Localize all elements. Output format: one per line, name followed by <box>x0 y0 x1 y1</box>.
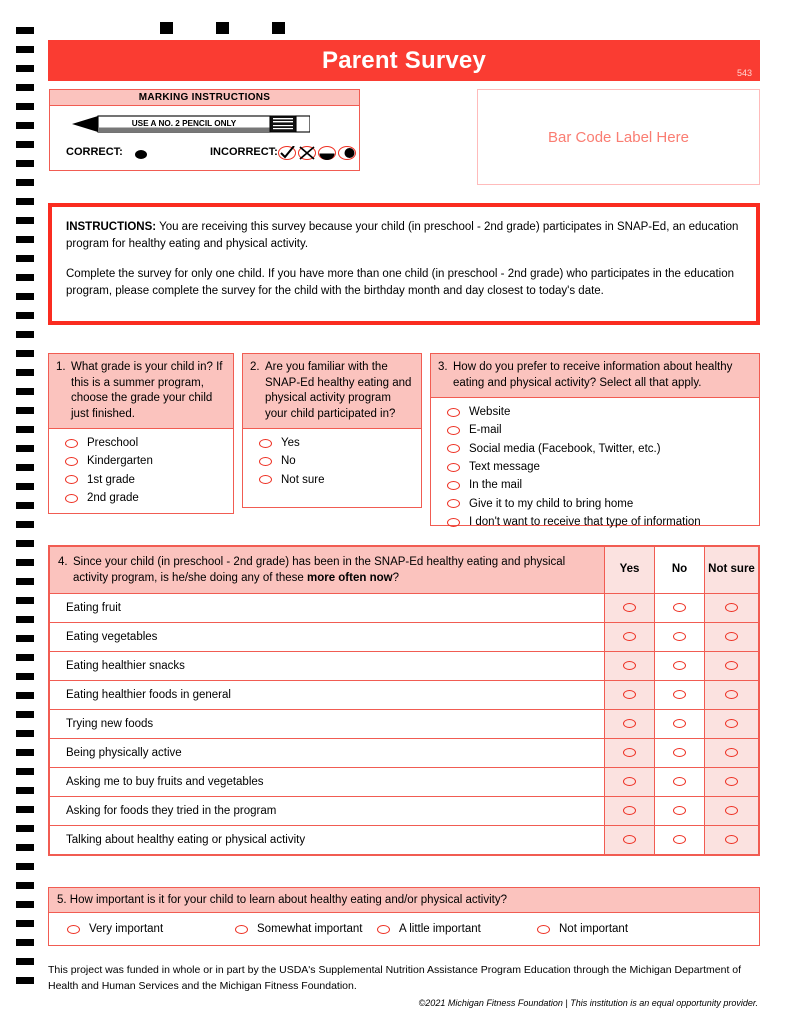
radio-oval-icon[interactable] <box>623 603 636 612</box>
timing-mark <box>16 863 34 870</box>
table-row-label: Eating healthier foods in general <box>50 681 605 710</box>
radio-oval-icon[interactable] <box>447 426 460 435</box>
timing-mark <box>16 502 34 509</box>
radio-oval-icon[interactable] <box>623 632 636 641</box>
barcode-placeholder-text: Bar Code Label Here <box>548 128 689 146</box>
answer-cell-no[interactable] <box>655 797 705 826</box>
timing-mark <box>16 293 34 300</box>
q3-option-no-information[interactable] <box>431 513 759 531</box>
answer-cell-no[interactable] <box>655 594 705 623</box>
radio-oval-icon[interactable] <box>447 408 460 417</box>
q2-option-label: Not sure <box>281 473 325 486</box>
answer-cell-no[interactable] <box>655 710 705 739</box>
answer-cell-yes[interactable] <box>605 710 655 739</box>
question-3-number: 3. <box>438 361 448 373</box>
radio-oval-icon[interactable] <box>623 690 636 699</box>
radio-oval-icon[interactable] <box>65 475 78 484</box>
question-1-number: 1. <box>56 361 66 373</box>
radio-oval-icon[interactable] <box>377 925 390 934</box>
answer-cell-no[interactable] <box>655 768 705 797</box>
answer-cell-not-sure[interactable] <box>705 710 759 739</box>
incorrect-cross-icon <box>298 146 316 160</box>
answer-cell-yes[interactable] <box>605 594 655 623</box>
column-header-yes: Yes <box>605 547 655 594</box>
table-row-label: Eating fruit <box>50 594 605 623</box>
question-2-options <box>243 429 421 495</box>
answer-cell-no[interactable] <box>655 739 705 768</box>
svg-text:USE A NO. 2 PENCIL ONLY: USE A NO. 2 PENCIL ONLY <box>131 119 237 128</box>
radio-oval-icon[interactable] <box>623 777 636 786</box>
timing-mark <box>16 236 34 243</box>
q3-option-social-media[interactable] <box>431 440 759 458</box>
question-5-prompt: 5. How important is it for your child to learn about healthy eating and/or physical activity? <box>49 888 759 913</box>
timing-mark <box>16 730 34 737</box>
radio-oval-icon[interactable] <box>67 925 80 934</box>
timing-mark <box>16 958 34 965</box>
timing-mark <box>16 407 34 414</box>
table-row <box>50 652 759 681</box>
q3-option-label: E-mail <box>469 424 502 437</box>
answer-cell-not-sure[interactable] <box>705 594 759 623</box>
timing-mark <box>16 84 34 91</box>
q3-option-text-message[interactable] <box>431 458 759 476</box>
radio-oval-icon[interactable] <box>447 444 460 453</box>
timing-mark <box>16 483 34 490</box>
table-row <box>50 710 759 739</box>
radio-oval-icon[interactable] <box>447 481 460 490</box>
radio-oval-icon[interactable] <box>673 806 686 815</box>
answer-cell-not-sure[interactable] <box>705 623 759 652</box>
instructions-paragraph-1 <box>66 219 742 253</box>
question-5-options <box>49 913 759 945</box>
q5-option-not-important[interactable] <box>537 921 628 937</box>
q5-option-a-little-important[interactable] <box>377 921 537 937</box>
radio-oval-icon[interactable] <box>65 494 78 503</box>
table-row-label: Asking for foods they tried in the program <box>50 797 605 826</box>
radio-oval-icon[interactable] <box>235 925 248 934</box>
timing-mark <box>16 711 34 718</box>
question-4-text-part2: ? <box>392 572 399 585</box>
q2-option-yes[interactable] <box>243 434 421 452</box>
q3-option-website[interactable] <box>431 403 759 421</box>
q1-option-kindergarten[interactable] <box>49 452 233 470</box>
answer-cell-yes[interactable] <box>605 652 655 681</box>
timing-mark <box>16 122 34 129</box>
timing-mark <box>16 901 34 908</box>
timing-mark <box>16 616 34 623</box>
answer-cell-not-sure[interactable] <box>705 652 759 681</box>
left-timing-marks <box>16 27 34 996</box>
q5-option-label: A little important <box>399 923 481 935</box>
timing-mark <box>16 46 34 53</box>
q1-option-label: Preschool <box>87 437 139 450</box>
radio-oval-icon[interactable] <box>623 661 636 670</box>
timing-mark <box>16 312 34 319</box>
q2-option-not-sure[interactable] <box>243 471 421 489</box>
pencil-illustration-row <box>50 106 359 140</box>
table-row-label: Asking me to buy fruits and vegetables <box>50 768 605 797</box>
table-header-row <box>50 547 759 594</box>
answer-cell-not-sure[interactable] <box>705 768 759 797</box>
table-row <box>50 681 759 710</box>
pencil-icon <box>72 114 310 134</box>
question-1-prompt <box>49 354 233 429</box>
timing-mark <box>16 578 34 585</box>
timing-mark <box>16 103 34 110</box>
radio-oval-icon[interactable] <box>623 719 636 728</box>
timing-mark <box>16 654 34 661</box>
timing-mark <box>16 27 34 34</box>
incorrect-check-icon <box>278 146 296 160</box>
q2-option-label: Yes <box>281 437 300 450</box>
table-row-label: Eating healthier snacks <box>50 652 605 681</box>
radio-oval-icon[interactable] <box>673 835 686 844</box>
radio-oval-icon[interactable] <box>673 632 686 641</box>
timing-mark <box>16 673 34 680</box>
q1-option-1st-grade[interactable] <box>49 471 233 489</box>
table-row-label: Being physically active <box>50 739 605 768</box>
timing-mark <box>16 141 34 148</box>
radio-oval-icon[interactable] <box>725 690 738 699</box>
timing-mark <box>16 198 34 205</box>
radio-oval-icon[interactable] <box>447 463 460 472</box>
answer-cell-no[interactable] <box>655 623 705 652</box>
timing-mark <box>16 882 34 889</box>
timing-mark <box>16 977 34 984</box>
answer-cell-no[interactable] <box>655 681 705 710</box>
question-3-options <box>431 398 759 537</box>
table-row <box>50 797 759 826</box>
radio-oval-icon[interactable] <box>725 719 738 728</box>
question-1 <box>48 353 234 514</box>
q1-option-label: 1st grade <box>87 473 135 486</box>
column-header-not-sure: Not sure <box>705 547 759 594</box>
page-title: Parent Survey <box>321 46 486 74</box>
instructions-box <box>48 203 760 325</box>
radio-oval-icon[interactable] <box>447 499 460 508</box>
footer-funding-text: This project was funded in whole or in part by the USDA's Supplemental Nutrition Assistance Program Education through the Michigan Department of Health and Human Services and the Michigan Fitness Foundation. <box>48 964 742 993</box>
q3-option-label: Text message <box>469 461 540 474</box>
correct-mark-icon <box>135 150 147 159</box>
radio-oval-icon[interactable] <box>725 777 738 786</box>
question-4-text-bold: more often now <box>306 572 393 585</box>
timing-mark <box>16 540 34 547</box>
timing-mark <box>16 160 34 167</box>
radio-oval-icon[interactable] <box>623 748 636 757</box>
question-3 <box>430 353 760 526</box>
incorrect-label: INCORRECT: <box>210 146 278 158</box>
radio-oval-icon[interactable] <box>623 835 636 844</box>
q1-option-2nd-grade[interactable] <box>49 489 233 507</box>
radio-oval-icon[interactable] <box>725 806 738 815</box>
timing-mark <box>16 692 34 699</box>
q1-option-label: Kindergarten <box>87 455 153 468</box>
timing-mark <box>16 920 34 927</box>
timing-mark <box>16 464 34 471</box>
correct-label: CORRECT: <box>66 146 123 158</box>
timing-mark <box>16 939 34 946</box>
q1-option-label: 2nd grade <box>87 492 139 505</box>
q3-option-bring-home[interactable] <box>431 495 759 513</box>
timing-mark <box>16 635 34 642</box>
radio-oval-icon[interactable] <box>725 835 738 844</box>
timing-mark <box>16 350 34 357</box>
table-row <box>50 739 759 768</box>
answer-cell-yes[interactable] <box>605 797 655 826</box>
q3-option-label: In the mail <box>469 479 523 492</box>
table-row-label: Talking about healthy eating or physical activity <box>50 826 605 855</box>
timing-mark <box>16 445 34 452</box>
radio-oval-icon[interactable] <box>673 748 686 757</box>
question-3-prompt <box>431 354 759 398</box>
radio-oval-icon[interactable] <box>65 439 78 448</box>
timing-mark <box>16 426 34 433</box>
question-4 <box>48 545 760 856</box>
footer <box>48 962 760 1008</box>
question-2-text: Are you familiar with the SNAP-Ed healthy eating and physical activity program your child participated in? <box>265 361 412 420</box>
question-2-number: 2. <box>250 361 260 373</box>
timing-mark <box>16 388 34 395</box>
timing-mark <box>16 65 34 72</box>
timing-mark <box>16 806 34 813</box>
timing-mark <box>16 749 34 756</box>
instructions-text-1: You are receiving this survey because your child (in preschool - 2nd grade) participates in SNAP-Ed, an education program for healthy eating and physical activity. <box>66 221 739 251</box>
answer-cell-no[interactable] <box>655 652 705 681</box>
marking-instructions-box <box>49 89 360 171</box>
table-row <box>50 594 759 623</box>
timing-mark <box>16 825 34 832</box>
timing-mark <box>16 274 34 281</box>
timing-mark <box>16 787 34 794</box>
radio-oval-icon[interactable] <box>673 690 686 699</box>
answer-cell-yes[interactable] <box>605 681 655 710</box>
q5-option-somewhat-important[interactable] <box>235 921 377 937</box>
incorrect-marks-group <box>278 146 356 160</box>
table-row <box>50 623 759 652</box>
incorrect-partial-dot-icon <box>338 146 356 160</box>
radio-oval-icon[interactable] <box>673 661 686 670</box>
barcode-label-area <box>477 89 760 185</box>
q5-option-label: Very important <box>89 923 164 935</box>
radio-oval-icon[interactable] <box>725 632 738 641</box>
answer-cell-not-sure[interactable] <box>705 797 759 826</box>
question-5 <box>48 887 760 946</box>
q3-option-label: Social media (Facebook, Twitter, etc.) <box>469 442 661 455</box>
answer-cell-yes[interactable] <box>605 768 655 797</box>
question-2-prompt <box>243 354 421 429</box>
answer-cell-not-sure[interactable] <box>705 739 759 768</box>
radio-oval-icon[interactable] <box>673 777 686 786</box>
mark-examples-row <box>50 140 359 170</box>
q3-option-email[interactable] <box>431 421 759 439</box>
survey-sheet <box>48 0 760 1024</box>
radio-oval-icon[interactable] <box>673 603 686 612</box>
column-header-no: No <box>655 547 705 594</box>
timing-mark <box>16 179 34 186</box>
question-1-options <box>49 429 233 513</box>
answer-cell-not-sure[interactable] <box>705 826 759 855</box>
question-4-prompt <box>50 547 605 594</box>
q3-option-in-the-mail[interactable] <box>431 476 759 494</box>
survey-header <box>48 40 760 81</box>
timing-mark <box>16 768 34 775</box>
question-1-text: What grade is your child in? If this is a summer program, choose the grade your child just finished. <box>71 361 223 420</box>
answer-cell-not-sure[interactable] <box>705 681 759 710</box>
radio-oval-icon[interactable] <box>673 719 686 728</box>
question-3-text: How do you prefer to receive information about healthy eating and physical activity? Select all that apply. <box>453 361 733 389</box>
radio-oval-icon[interactable] <box>725 603 738 612</box>
q3-option-label: I don't want to receive that type of information <box>469 516 701 528</box>
q3-option-label: Website <box>469 406 511 419</box>
instructions-paragraph-2: Complete the survey for only one child. If you have more than one child (in preschool - 2nd grade) who participates in the education program, please complete the survey for the child with the birthday month and day closest to today's date. <box>66 268 735 298</box>
form-number: 543 <box>736 68 752 78</box>
footer-legal-text: ©2021 Michigan Fitness Foundation | This institution is an equal opportunity provider. <box>418 997 758 1008</box>
question-2 <box>242 353 422 508</box>
instructions-lead: INSTRUCTIONS: <box>66 221 157 233</box>
question-4-table <box>49 546 759 855</box>
question-4-number: 4. <box>58 556 68 568</box>
answer-cell-no[interactable] <box>655 826 705 855</box>
timing-mark <box>16 597 34 604</box>
question-4-rows <box>50 594 759 855</box>
timing-mark <box>16 369 34 376</box>
timing-mark <box>16 844 34 851</box>
q5-option-label: Somewhat important <box>257 923 363 935</box>
timing-mark <box>16 255 34 262</box>
question-4-text-part1: Since your child (in preschool - 2nd grade) has been in the SNAP-Ed healthy eating and physical activity program, is he/she doing any of these <box>73 556 566 585</box>
q2-option-no[interactable] <box>243 452 421 470</box>
radio-oval-icon[interactable] <box>259 457 272 466</box>
table-row-label: Eating vegetables <box>50 623 605 652</box>
timing-mark <box>16 217 34 224</box>
q2-option-label: No <box>281 455 296 468</box>
table-row-label: Trying new foods <box>50 710 605 739</box>
radio-oval-icon[interactable] <box>259 475 272 484</box>
answer-cell-yes[interactable] <box>605 739 655 768</box>
table-row <box>50 826 759 855</box>
radio-oval-icon[interactable] <box>447 518 460 527</box>
radio-oval-icon[interactable] <box>725 748 738 757</box>
q3-option-label: Give it to my child to bring home <box>469 497 634 510</box>
q5-option-label: Not important <box>559 923 629 935</box>
marking-instructions-title: MARKING INSTRUCTIONS <box>50 90 359 106</box>
radio-oval-icon[interactable] <box>537 925 550 934</box>
q1-option-preschool[interactable] <box>49 434 233 452</box>
timing-mark <box>16 331 34 338</box>
radio-oval-icon[interactable] <box>623 806 636 815</box>
radio-oval-icon[interactable] <box>65 457 78 466</box>
radio-oval-icon[interactable] <box>259 439 272 448</box>
q5-option-very-important[interactable] <box>67 921 235 937</box>
timing-mark <box>16 559 34 566</box>
incorrect-half-bottom-icon <box>318 146 336 160</box>
table-row <box>50 768 759 797</box>
answer-cell-yes[interactable] <box>605 623 655 652</box>
radio-oval-icon[interactable] <box>725 661 738 670</box>
timing-mark <box>16 521 34 528</box>
answer-cell-yes[interactable] <box>605 826 655 855</box>
